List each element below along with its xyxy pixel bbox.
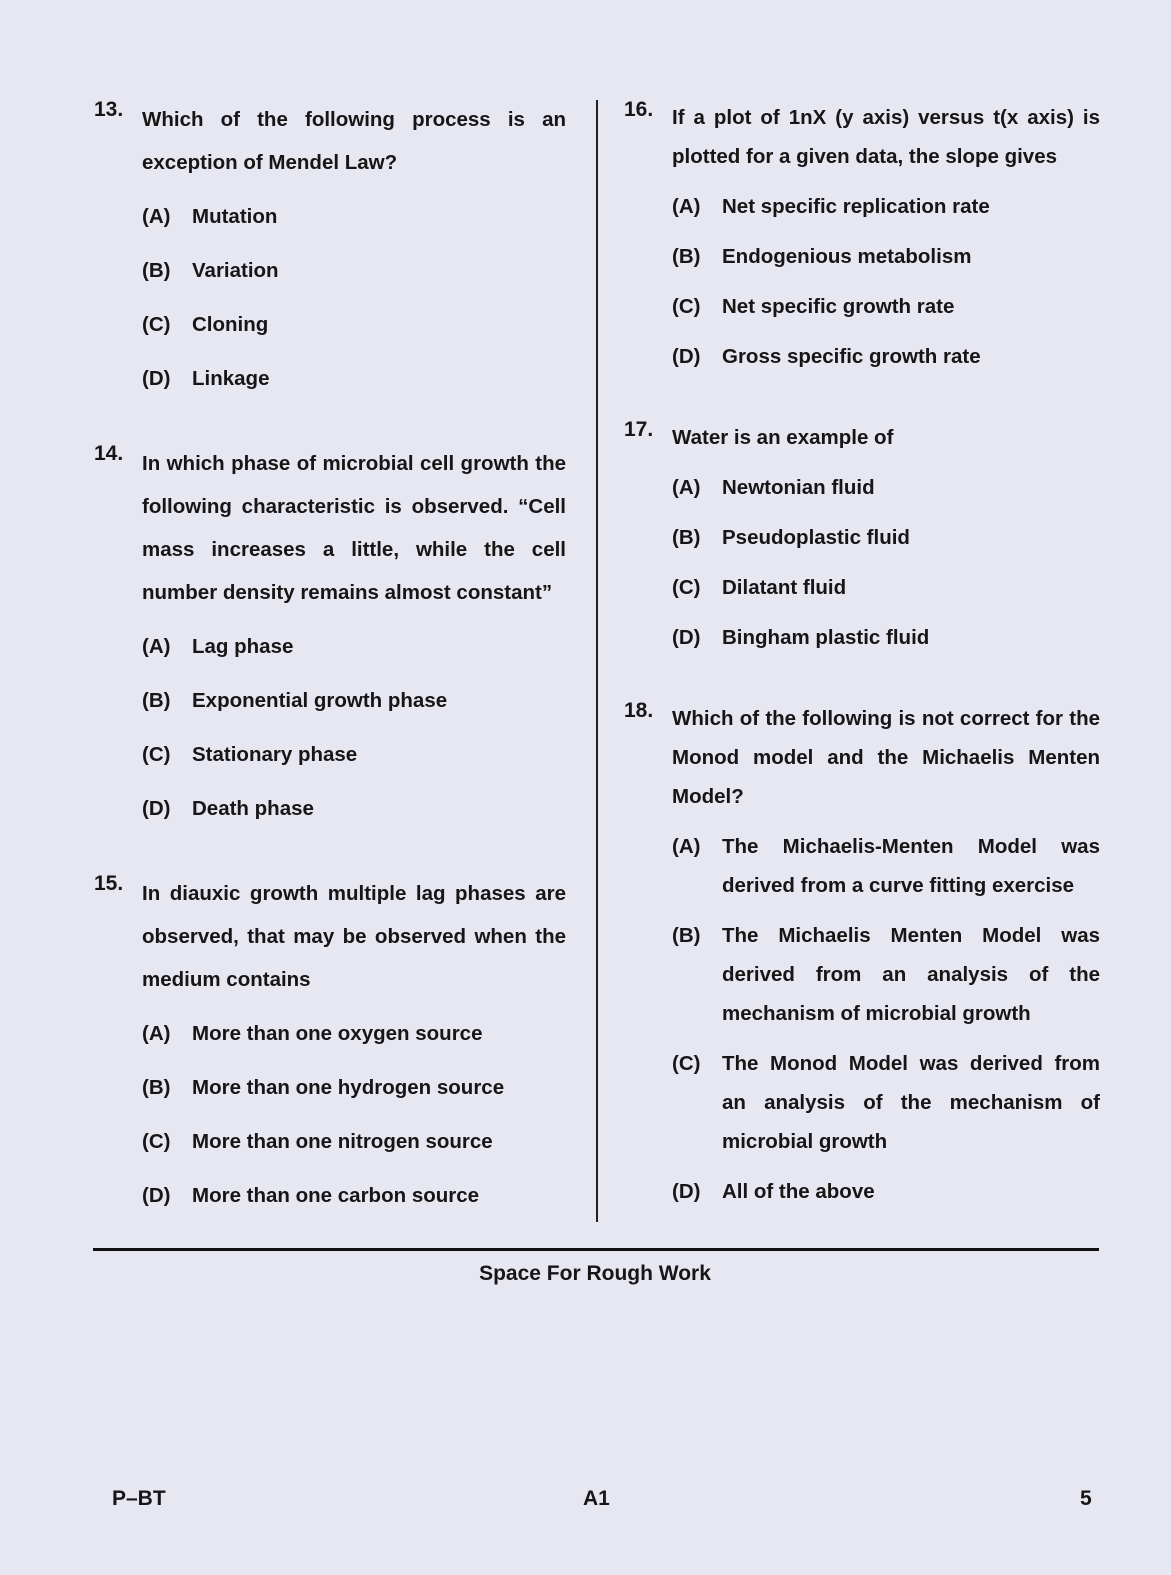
option-c	[672, 1044, 1100, 1161]
option-label: (D)	[142, 367, 171, 390]
option-b	[672, 237, 1100, 276]
question-16	[624, 98, 1100, 376]
question-text: Which of the following is not correct for the Monod model and the Michaelis Menten Model?	[672, 707, 1100, 808]
option-text: Lag phase	[192, 635, 294, 658]
option-text: Bingham plastic fluid	[722, 626, 930, 649]
option-c	[142, 303, 566, 346]
option-text: The Monod Model was derived from an analysis of the mechanism of microbial growth	[722, 1052, 1100, 1153]
option-b	[672, 518, 1100, 557]
option-label: (A)	[672, 195, 701, 218]
option-text: More than one carbon source	[192, 1184, 480, 1207]
option-b	[672, 916, 1100, 1033]
question-number: 13.	[94, 98, 124, 121]
right-column	[624, 98, 1100, 1211]
option-text: All of the above	[722, 1180, 875, 1203]
option-label: (A)	[672, 476, 701, 499]
option-label: (A)	[672, 835, 701, 858]
option-label: (A)	[142, 205, 171, 228]
question-number: 15.	[94, 872, 124, 895]
option-label: (C)	[142, 1130, 171, 1153]
option-text: More than one oxygen source	[192, 1022, 483, 1045]
option-text: Linkage	[192, 367, 270, 390]
option-label: (B)	[672, 924, 701, 947]
option-text: Variation	[192, 259, 279, 282]
question-number: 16.	[624, 98, 654, 121]
paper-code: P–BT	[112, 1487, 166, 1510]
horizontal-rule	[93, 1248, 1099, 1251]
option-text: Pseudoplastic fluid	[722, 526, 910, 549]
column-divider	[596, 100, 598, 1222]
option-label: (D)	[142, 797, 171, 820]
question-14	[94, 442, 566, 830]
option-d	[672, 337, 1100, 376]
option-c	[672, 287, 1100, 326]
option-d	[142, 1174, 566, 1217]
option-label: (C)	[142, 313, 171, 336]
option-a	[672, 827, 1100, 905]
option-d	[672, 618, 1100, 657]
question-18	[624, 699, 1100, 1211]
option-text: Gross specific growth rate	[722, 345, 981, 368]
option-c	[672, 568, 1100, 607]
option-text: Death phase	[192, 797, 314, 820]
question-15	[94, 872, 566, 1217]
option-label: (D)	[142, 1184, 171, 1207]
option-c	[142, 1120, 566, 1163]
option-d	[142, 357, 566, 400]
option-d	[142, 787, 566, 830]
option-text: Mutation	[192, 205, 278, 228]
option-label: (D)	[672, 345, 701, 368]
question-17	[624, 418, 1100, 657]
option-text: Dilatant fluid	[722, 576, 847, 599]
option-c	[142, 733, 566, 776]
option-label: (C)	[142, 743, 171, 766]
option-label: (B)	[672, 526, 701, 549]
question-text: If a plot of 1nX (y axis) versus t(x axis) is plotted for a given data, the slope gives	[672, 106, 1100, 168]
page-number: 5	[1080, 1487, 1092, 1510]
question-number: 18.	[624, 699, 654, 722]
option-text: Endogenious metabolism	[722, 245, 972, 268]
option-label: (A)	[142, 635, 171, 658]
option-label: (D)	[672, 1180, 701, 1203]
option-label: (C)	[672, 295, 701, 318]
option-text: Newtonian fluid	[722, 476, 875, 499]
option-a	[142, 625, 566, 668]
question-number: 17.	[624, 418, 654, 441]
rough-work-heading: Space For Rough Work	[479, 1262, 711, 1285]
option-b	[142, 1066, 566, 1109]
option-text: Net specific growth rate	[722, 295, 955, 318]
option-label: (B)	[142, 689, 171, 712]
option-label: (B)	[142, 1076, 171, 1099]
option-a	[672, 187, 1100, 226]
option-text: Exponential growth phase	[192, 689, 448, 712]
question-number: 14.	[94, 442, 124, 465]
option-text: The Michaelis Menten Model was derived from an analysis of the mechanism of microbial growth	[722, 924, 1100, 1025]
question-13	[94, 98, 566, 400]
option-label: (A)	[142, 1022, 171, 1045]
option-text: More than one nitrogen source	[192, 1130, 493, 1153]
left-column	[94, 98, 566, 1217]
question-text: Water is an example of	[672, 426, 894, 449]
option-b	[142, 679, 566, 722]
option-label: (B)	[142, 259, 171, 282]
option-label: (C)	[672, 576, 701, 599]
option-label: (C)	[672, 1052, 701, 1075]
option-a	[142, 195, 566, 238]
option-text: More than one hydrogen source	[192, 1076, 505, 1099]
option-text: The Michaelis-Menten Model was derived from a curve fitting exercise	[722, 835, 1100, 897]
option-text: Cloning	[192, 313, 269, 336]
booklet-series: A1	[583, 1487, 610, 1510]
option-label: (B)	[672, 245, 701, 268]
option-text: Net specific replication rate	[722, 195, 990, 218]
question-text: In which phase of microbial cell growth the following characteristic is observed. “Cell mass increases a little, while the cell number density remains almost constant”	[142, 452, 566, 604]
option-b	[142, 249, 566, 292]
option-a	[672, 468, 1100, 507]
option-text: Stationary phase	[192, 743, 358, 766]
option-a	[142, 1012, 566, 1055]
option-d	[672, 1172, 1100, 1211]
option-label: (D)	[672, 626, 701, 649]
question-text: Which of the following process is an exception of Mendel Law?	[142, 108, 566, 174]
question-text: In diauxic growth multiple lag phases are observed, that may be observed when the medium contains	[142, 882, 566, 991]
